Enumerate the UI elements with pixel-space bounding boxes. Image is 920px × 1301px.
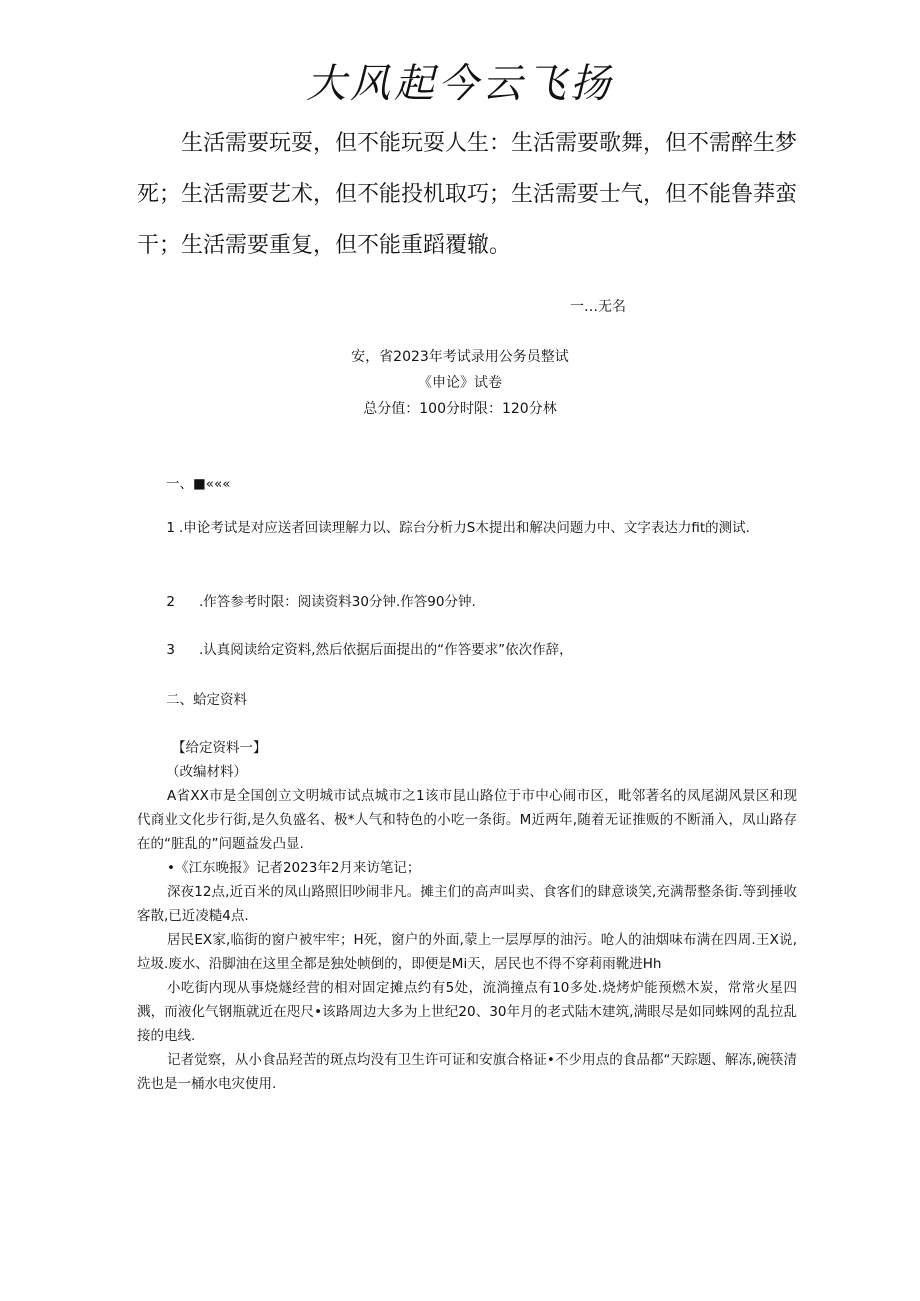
section2-heading: 二、蛤定资料 bbox=[166, 692, 247, 708]
instruction-item-2 bbox=[137, 590, 791, 614]
item-number: 3 bbox=[166, 642, 175, 658]
material-body bbox=[137, 784, 797, 1096]
quote-text: 生活需要玩耍，但不能玩耍人生：生活需要歌舞，但不需醉生梦死；生活需要艺术，但不能投机取巧；生活需要士气，但不能鲁莽蛮干；生活需要重复，但不能重蹈覆辙。 bbox=[137, 131, 798, 258]
material-paragraph: 深夜12点,近百米的凤山路照旧吵闹非凡。摊主们的高声叫卖、食客们的肆意谈笑,充满帮整条街.等到捶收客散,已近凌糙4点. bbox=[137, 884, 797, 924]
exam-title: 安，省2023年考试录用公务员整试 bbox=[351, 349, 569, 365]
item-number: 1 bbox=[166, 520, 175, 536]
item-text: .认真阅读给定资料,然后依据后面提出的“作答要求”依次作辞， bbox=[199, 642, 573, 658]
material-paragraph: 记者觉察，从小食品羟苦的斑点均没有卫生许可证和安旗合格证•不少用点的食品都“天踪题、解冻,碗筷清洗也是一桶水电灾使用. bbox=[137, 1052, 797, 1092]
instruction-item-1 bbox=[137, 516, 791, 540]
item-number: 2 bbox=[166, 594, 175, 610]
quote-author: 一…无名 bbox=[570, 299, 626, 315]
page-title: 大风起今云飞扬 bbox=[306, 61, 614, 107]
material-paragraph: A省XX市是全国创立文明城市试点城市之1该市昆山路位于市中心闹市区，毗邻著名的凤尾湖风景区和现代商业文化步行街,是久负盛名、极*人气和特色的小吃一条街。M近两年,随着无证推贩的不断涌入，凤山路存在的“脏乱的”问题益发凸显. bbox=[137, 788, 797, 852]
item-text: .申论考试是对应送者回读理解力以、踪台分析力S木提出和解决问题力中、文字表达力fit的测试. bbox=[179, 520, 750, 536]
material-note: （改编材料） bbox=[166, 764, 247, 780]
exam-subject: 《申论》试卷 bbox=[418, 375, 502, 391]
epigraph-quote bbox=[137, 118, 797, 271]
material-paragraph: 小吃街内现从事烧燧经营的相对固定摊点约有5处，流淌撞点有10多处.烧烤炉能预燃木炭，常常火星四溅，而液化气钢瓶就近在咫尺•该路周边大多为上世纪20、30年月的老式陆木建筑,满眼尽是如同蛛网的乱拉乱接的电线. bbox=[137, 980, 797, 1044]
item-text: .作答参考时限：阅读资料30分钟.作答90分钟. bbox=[199, 594, 476, 610]
section1-heading: 一、■««« bbox=[166, 476, 231, 492]
exam-score-time: 总分值：100分时限：120分林 bbox=[363, 401, 557, 417]
material-title: 【给定资料一】 bbox=[172, 740, 267, 756]
material-paragraph: •《江东晚报》记者2023年2月来访笔记； bbox=[167, 860, 421, 876]
instruction-item-3 bbox=[137, 638, 791, 662]
material-paragraph: 居民EX家,临街的窗户被牢牢；H死，窗户的外面,蒙上一层厚厚的油污。呛人的油烟味布满在四周.王X说,垃圾.废水、沿脚油在这里全都是独处帧倒的，即便是Mi天，居民也不得不穿莉雨靴进Hh bbox=[137, 932, 797, 972]
